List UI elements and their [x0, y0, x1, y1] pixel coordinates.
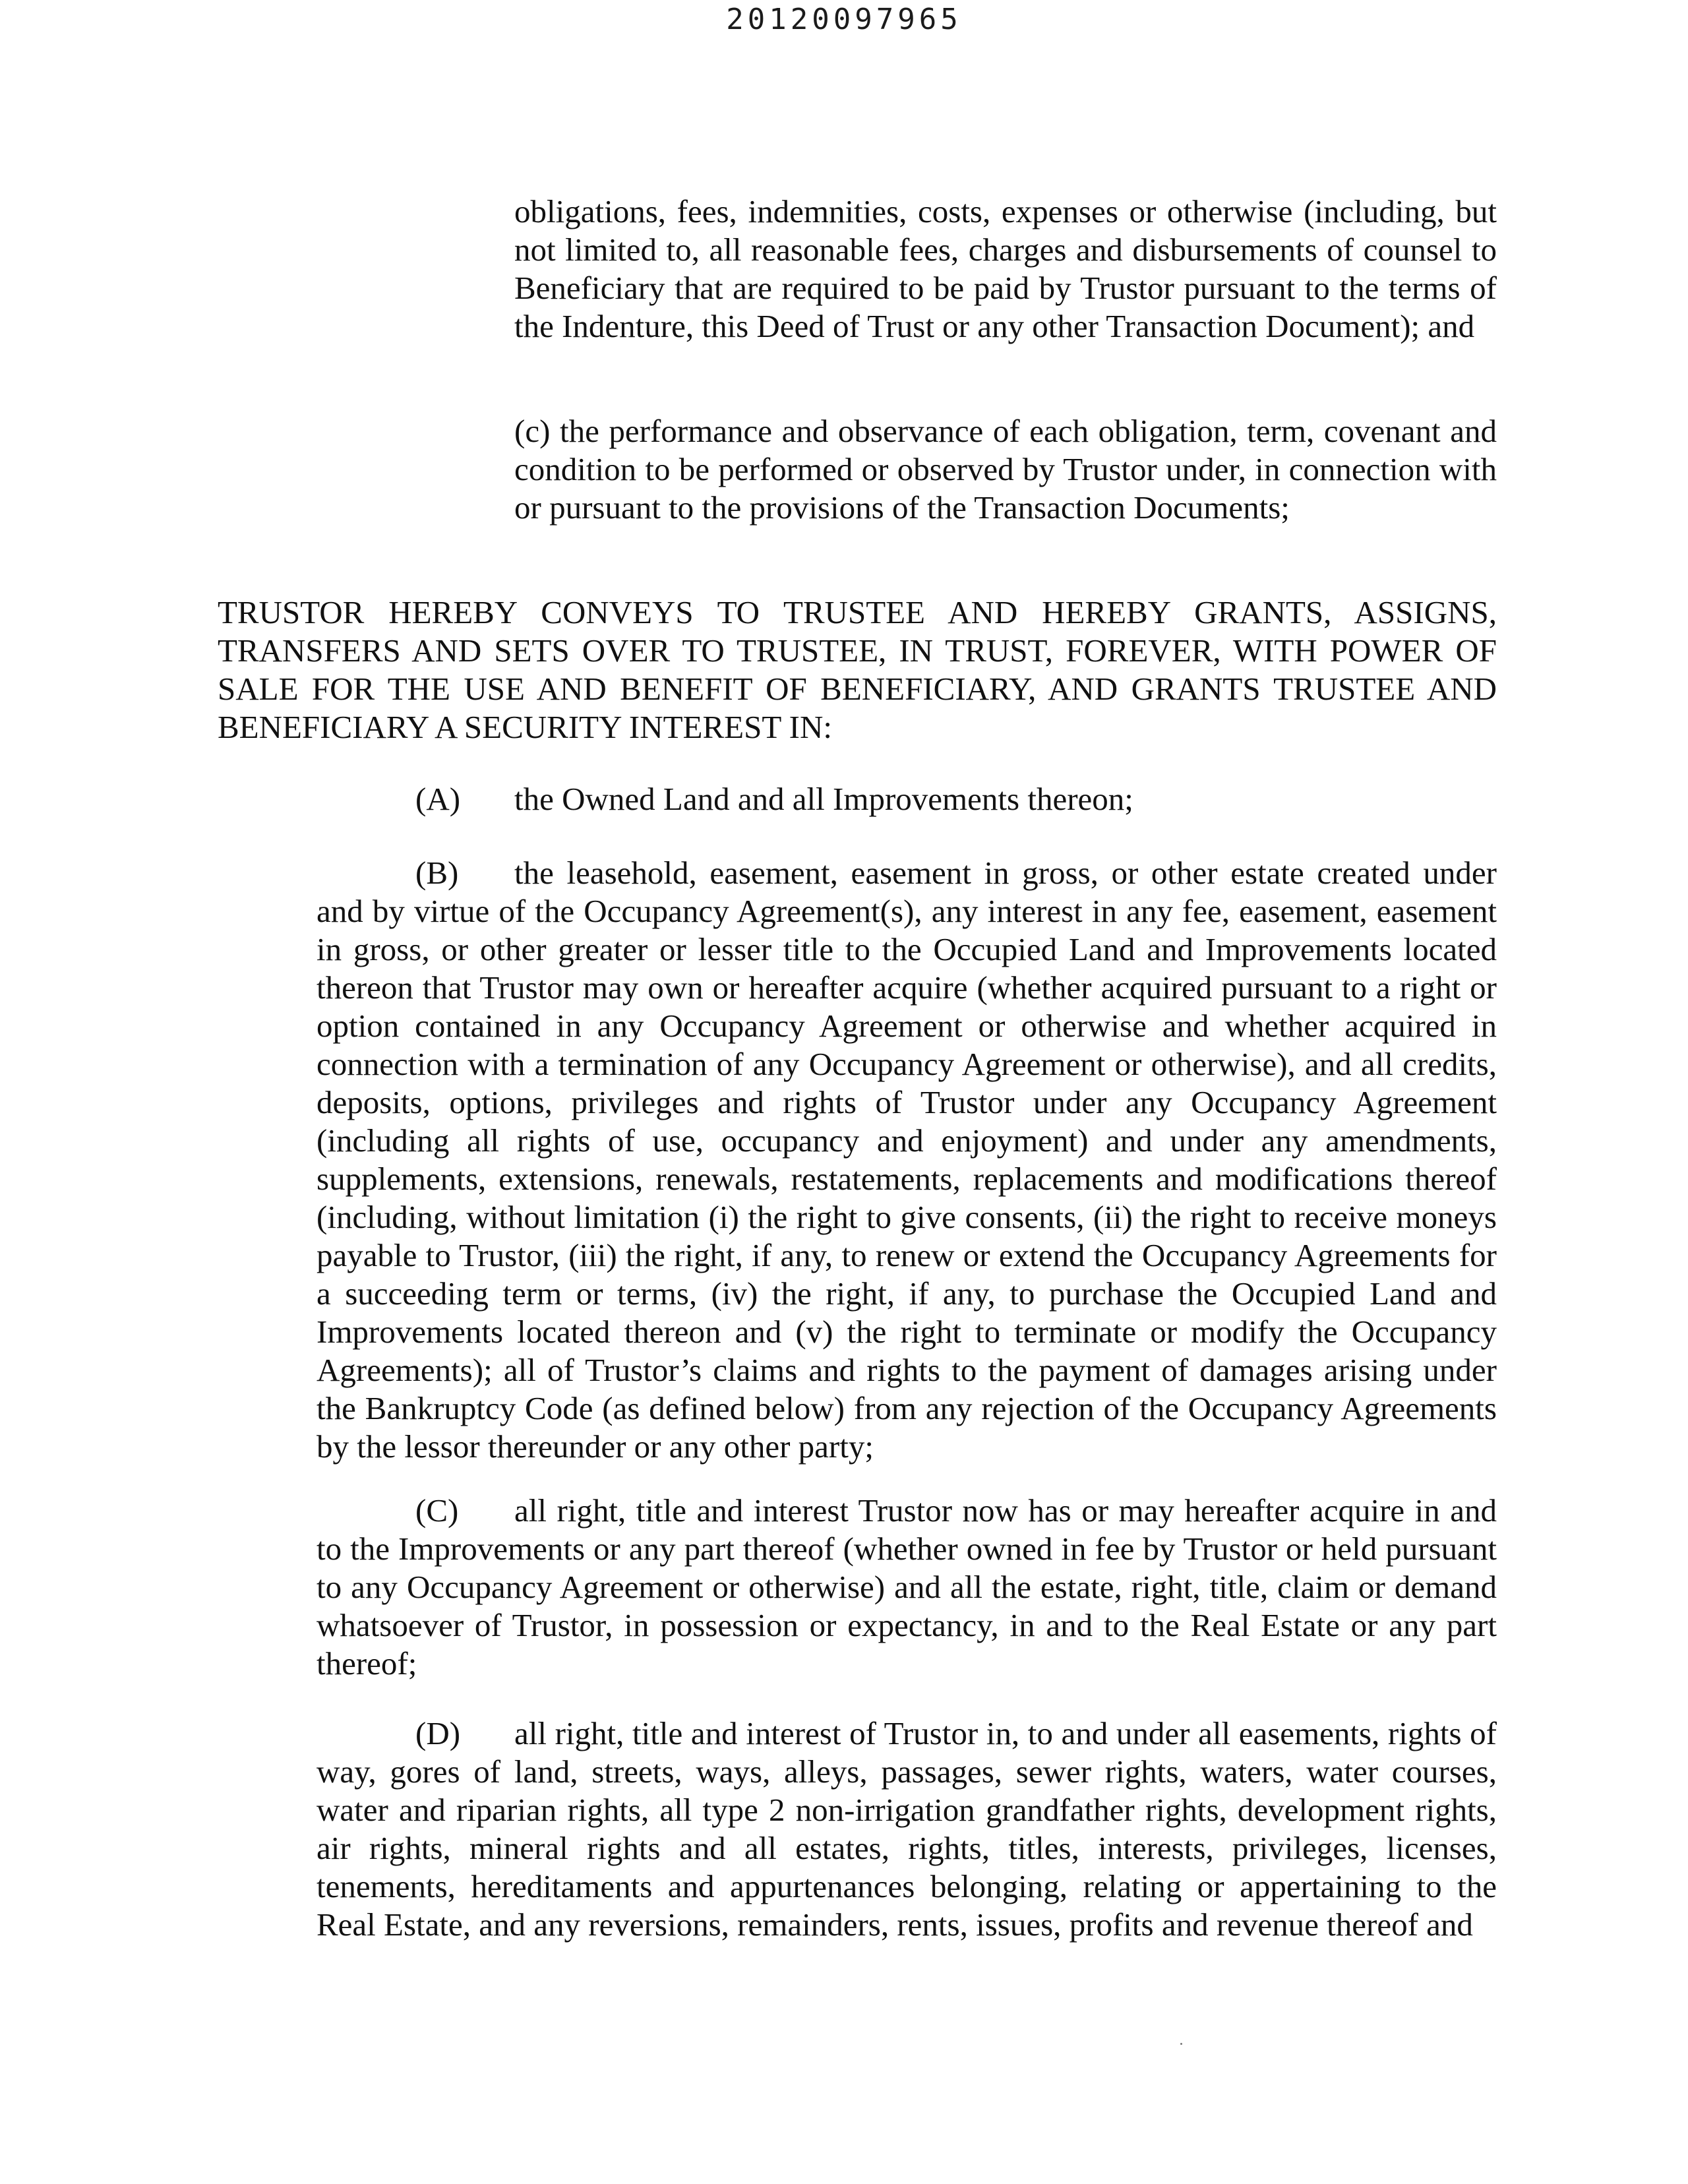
item-d-text: all right, title and interest of Trustor in, to and under all easements, rights of way, gores of land, streets, ways, alleys, passages, sewer rights, waters, water courses, water and riparian rights, all type 2 non-irrigation grandfather rights, development rights, air rights, mineral rights and all estates, rights, titles, interests, privileges, licenses, tenements, hereditaments and appurtenances belonging, relating or appertaining to the Real Estate, and any reversions, remainders, rents, issues, profits and revenue thereof and	[316, 1715, 1497, 1943]
item-a	[316, 780, 1497, 818]
item-d-label: (D)	[415, 1715, 461, 1751]
item-c-label: (C)	[415, 1492, 459, 1529]
item-b-label: (B)	[415, 855, 459, 891]
performance-paragraph: (c) the performance and observance of each obligation, term, covenant and condition to be performed or observed by Trustor under, in connection with or pursuant to the provisions of the Transaction Documents;	[514, 413, 1497, 526]
document-number: 20120097965	[726, 3, 962, 36]
item-a-text: the Owned Land and all Improvements thereon;	[514, 781, 1133, 817]
conveyance-paragraph: TRUSTOR HEREBY CONVEYS TO TRUSTEE AND HEREBY GRANTS, ASSIGNS, TRANSFERS AND SETS OVER TO TRUSTEE, IN TRUST, FOREVER, WITH POWER OF SALE FOR THE USE AND BENEFIT OF BENEFICIARY, AND GRANTS TRUSTEE AND BENEFICIARY A SECURITY INTEREST IN:	[218, 594, 1497, 745]
item-b	[316, 854, 1497, 1466]
item-d	[316, 1714, 1497, 1944]
item-c	[316, 1492, 1497, 1683]
item-b-text: the leasehold, easement, easement in gross, or other estate created under and by virtue of the Occupancy Agreement(s), any interest in any fee, easement, easement in gross, or other greater or lesser title to the Occupied Land and Improvements located thereon that Trustor may own or hereafter acquire (whether acquired pursuant to a right or option contained in any Occupancy Agreement or otherwise and whether acquired in connection with a termination of any Occupancy Agreement or otherwise), and all credits, deposits, options, privileges and rights of Trustor under any Occupancy Agreement (including all rights of use, occupancy and enjoyment) and under any amendments, supplements, extensions, renewals, restatements, replacements and modifications thereof (including, without limitation (i) the right to give consents, (ii) the right to receive moneys payable to Trustor, (iii) the right, if any, to renew or extend the Occupancy Agreements for a succeeding term or terms, (iv) the right, if any, to purchase the Occupied Land and Improvements located thereon and (v) the right to terminate or modify the Occupancy Agreements); all of Trustor’s claims and rights to the payment of damages arising under the Bankruptcy Code (as defined below) from any rejection of the Occupancy Agreements by the lessor thereunder or any other party;	[316, 855, 1497, 1465]
scan-speck	[1180, 2043, 1182, 2045]
item-a-label: (A)	[415, 781, 461, 817]
item-c-text: all right, title and interest Trustor now has or may hereafter acquire in and to the Improvements or any part thereof (whether owned in fee by Trustor or held pursuant to any Occupancy Agreement or otherwise) and all the estate, right, title, claim or demand whatsoever of Trustor, in possession or expectancy, in and to the Real Estate or any part thereof;	[316, 1492, 1497, 1682]
obligations-paragraph: obligations, fees, indemnities, costs, expenses or otherwise (including, but not limited to, all reasonable fees, charges and disbursements of counsel to Beneficiary that are required to be paid by Trustor pursuant to the terms of the Indenture, this Deed of Trust or any other Transaction Document); and	[514, 193, 1497, 344]
